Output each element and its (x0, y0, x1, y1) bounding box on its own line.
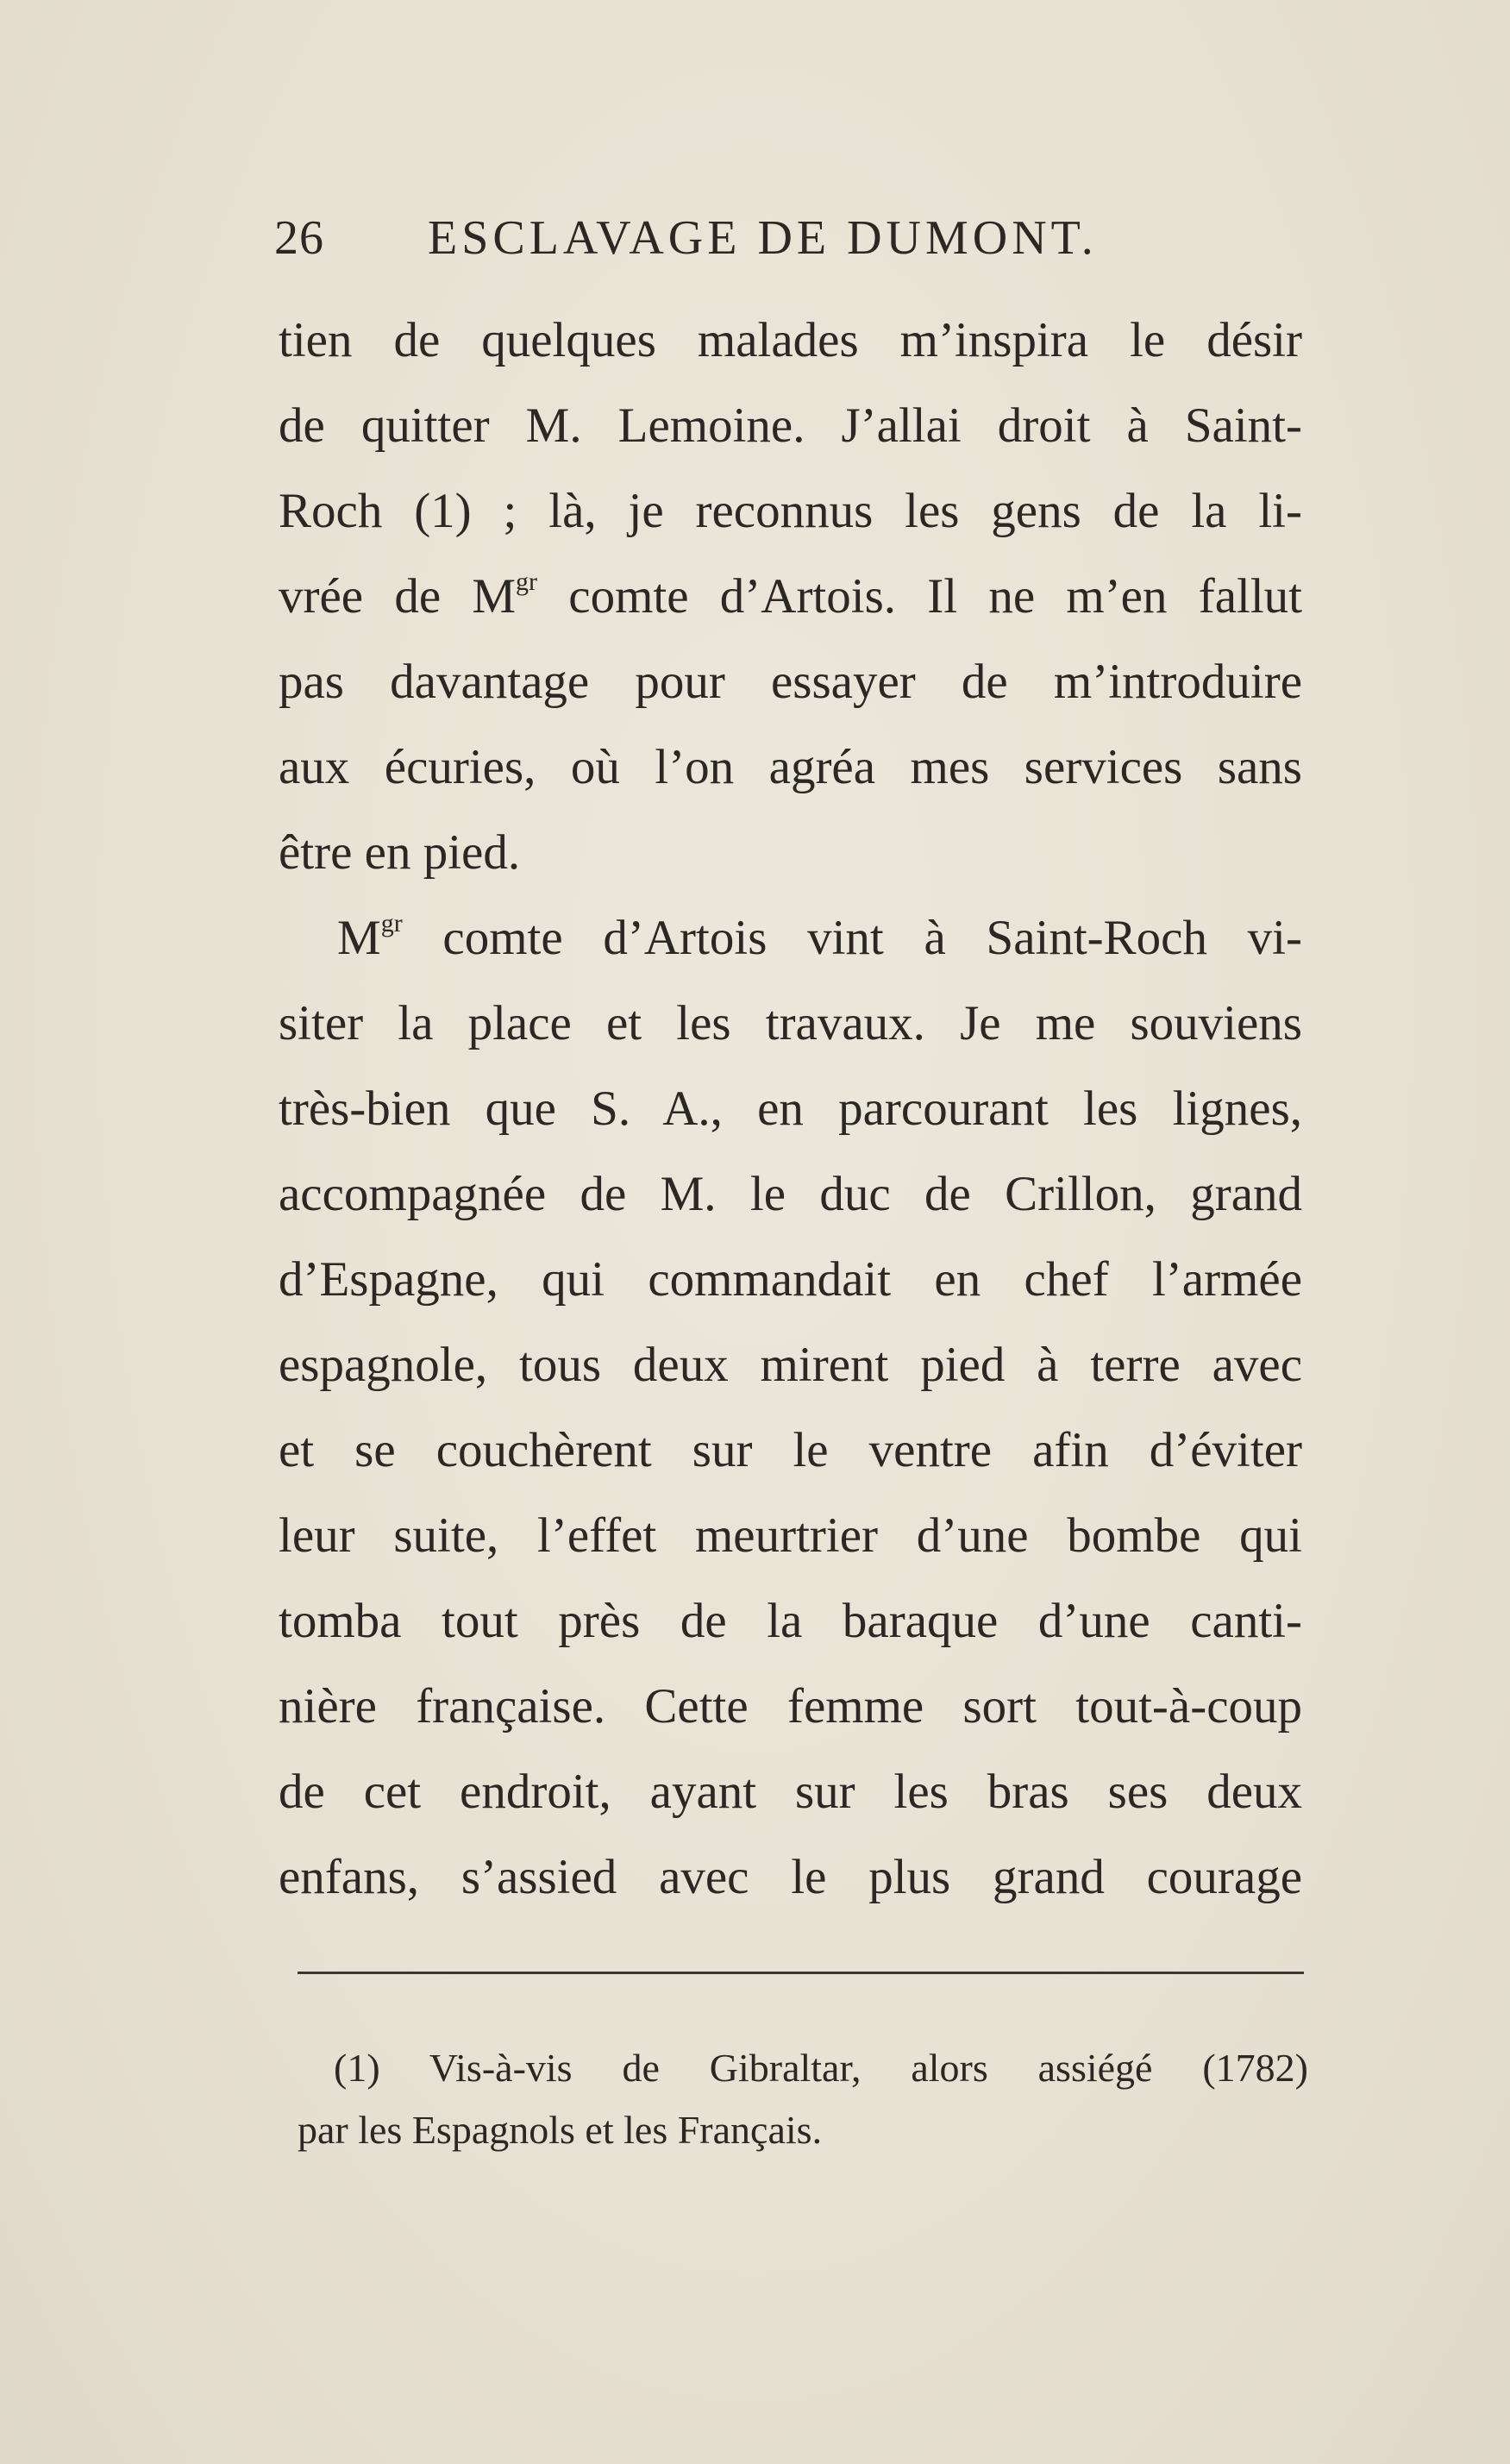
paragraph-start-line (279, 895, 1302, 981)
text-line: tomba tout près de la baraque d’une canti- (279, 1594, 1302, 1648)
text-segment: vrée de M (279, 569, 517, 624)
text-line: de cet endroit, ayant sur les bras ses deux (279, 1765, 1302, 1819)
superscript-abbreviation: gr (380, 909, 403, 937)
text-line: de quitter M. Lemoine. J’allai droit à Saint- (279, 398, 1302, 453)
footnote-divider (298, 1972, 1304, 1974)
text-line: pas davantage pour essayer de m’introduire (279, 655, 1302, 709)
text-line: être en pied. (279, 825, 521, 880)
text-line: siter la place et les travaux. Je me souviens (279, 996, 1302, 1050)
text-line: nière française. Cette femme sort tout-à-coup (279, 1679, 1302, 1734)
footnote-line: (1) Vis-à-vis de Gibraltar, alors assiégé (1782) (334, 2046, 1308, 2090)
text-line: Roch (1) ; là, je reconnus les gens de la li- (279, 484, 1302, 538)
text-line: très-bien que S. A., en parcourant les lignes, (279, 1082, 1302, 1136)
page-header (274, 204, 1137, 273)
text-line: et se couchèrent sur le ventre afin d’éviter (279, 1423, 1302, 1477)
superscript-abbreviation: gr (516, 567, 538, 596)
text-segment: comte d’Artois vint à Saint-Roch vi- (402, 911, 1302, 965)
text-line: tien de quelques malades m’inspira le désir (279, 313, 1302, 367)
text-segment: M (337, 911, 381, 965)
running-title: ESCLAVAGE DE DUMONT. (428, 211, 1098, 265)
text-line: leur suite, l’effet meurtrier d’une bombe qui (279, 1508, 1302, 1563)
text-segment: comte d’Artois. Il ne m’en fallut (537, 569, 1303, 624)
text-line: d’Espagne, qui commandait en chef l’armée (279, 1252, 1302, 1307)
text-line (279, 554, 1302, 639)
body-text (279, 298, 1302, 1920)
text-line: aux écuries, où l’on agréa mes services sans (279, 740, 1302, 794)
text-line: enfans, s’assied avec le plus grand courage (279, 1850, 1302, 1904)
page-number: 26 (274, 211, 324, 265)
footnote-line: par les Espagnols et les Français. (298, 2108, 823, 2152)
text-line: accompagnée de M. le duc de Crillon, grand (279, 1167, 1302, 1221)
footnote (298, 2037, 1308, 2161)
text-line: espagnole, tous deux mirent pied à terre avec (279, 1338, 1302, 1392)
